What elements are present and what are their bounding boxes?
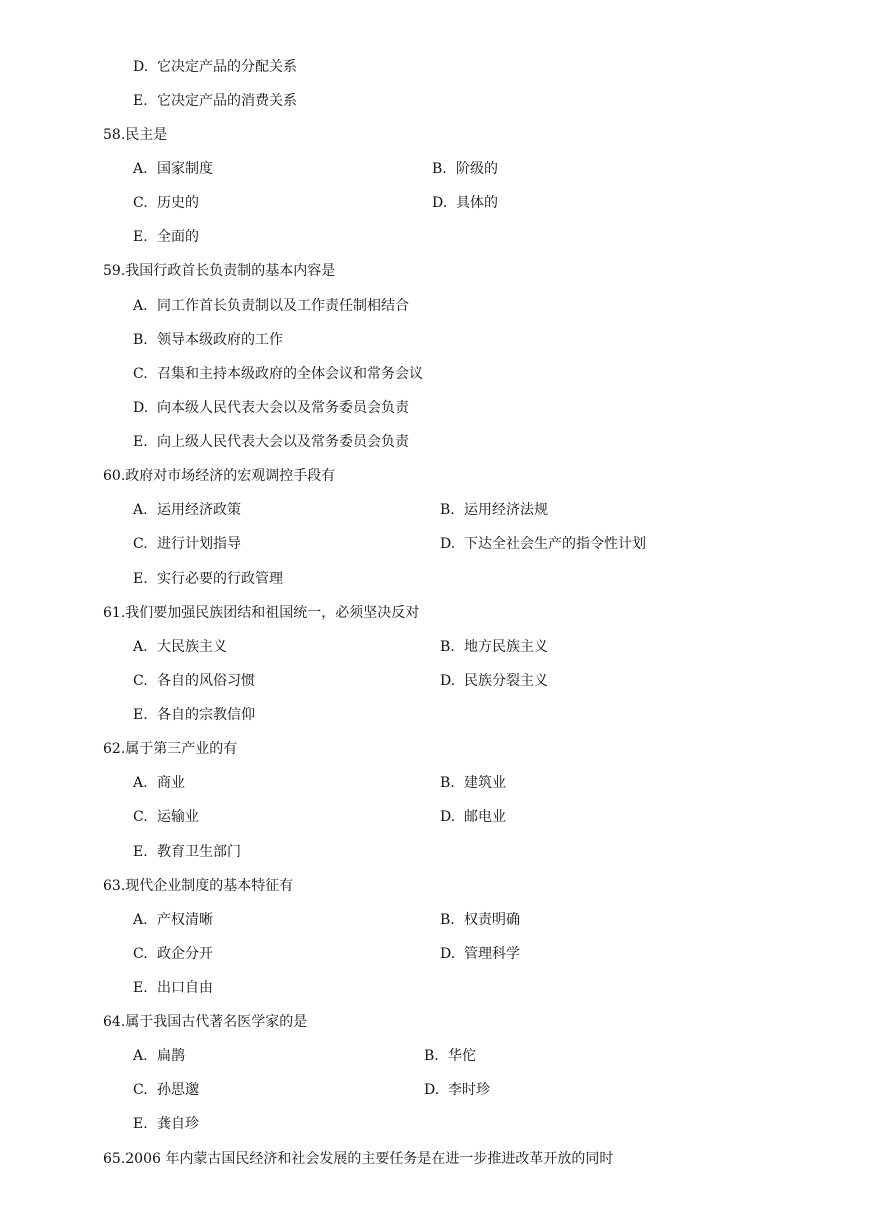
q59-stem: 59.我国行政首长负责制的基本内容是	[103, 263, 336, 279]
q58-option-c: C. 历史的	[133, 195, 199, 211]
q58-option-d: D. 具体的	[432, 195, 498, 211]
q58-option-b: B. 阶级的	[432, 161, 498, 177]
q62-stem: 62.属于第三产业的有	[103, 741, 238, 757]
q60-option-a: A. 运用经济政策	[133, 502, 241, 518]
q62-option-b: B. 建筑业	[440, 775, 506, 791]
q64-option-d: D. 李时珍	[424, 1082, 490, 1098]
q61-stem: 61.我们要加强民族团结和祖国统一，必须坚决反对	[103, 605, 420, 621]
q62-option-d: D. 邮电业	[440, 809, 506, 825]
q64-stem: 64.属于我国古代著名医学家的是	[103, 1014, 308, 1030]
q59-option-a: A. 同工作首长负责制以及工作责任制相结合	[133, 298, 409, 314]
q63-option-d: D. 管理科学	[440, 946, 520, 962]
q64-option-a: A. 扁鹊	[133, 1048, 185, 1064]
q58-stem: 58.民主是	[103, 127, 168, 143]
q61-option-b: B. 地方民族主义	[440, 639, 548, 655]
q63-option-c: C. 政企分开	[133, 946, 213, 962]
q64-option-c: C. 孙思邈	[133, 1082, 199, 1098]
q62-option-e: E. 教育卫生部门	[133, 844, 241, 860]
q62-option-c: C. 运输业	[133, 809, 199, 825]
q59-option-e: E. 向上级人民代表大会以及常务委员会负责	[133, 434, 409, 450]
q61-option-a: A. 大民族主义	[133, 639, 227, 655]
q59-option-d: D. 向本级人民代表大会以及常务委员会负责	[133, 400, 409, 416]
q63-option-b: B. 权责明确	[440, 912, 520, 928]
q57-option-e: E. 它决定产品的消费关系	[133, 93, 297, 109]
q60-stem: 60.政府对市场经济的宏观调控手段有	[103, 468, 336, 484]
q57-option-d: D. 它决定产品的分配关系	[133, 59, 297, 75]
q60-option-c: C. 进行计划指导	[133, 536, 241, 552]
q59-option-b: B. 领导本级政府的工作	[133, 332, 283, 348]
q58-option-a: A. 国家制度	[133, 161, 213, 177]
q63-option-e: E. 出口自由	[133, 980, 213, 996]
q60-option-e: E. 实行必要的行政管理	[133, 571, 283, 587]
q63-option-a: A. 产权清晰	[133, 912, 213, 928]
q62-option-a: A. 商业	[133, 775, 185, 791]
q59-option-c: C. 召集和主持本级政府的全体会议和常务会议	[133, 366, 423, 382]
q60-option-d: D. 下达全社会生产的指令性计划	[440, 536, 646, 552]
q58-option-e: E. 全面的	[133, 229, 199, 245]
q61-option-c: C. 各自的风俗习惯	[133, 673, 255, 689]
q64-option-b: B. 华佗	[424, 1048, 476, 1064]
q61-option-d: D. 民族分裂主义	[440, 673, 548, 689]
q61-option-e: E. 各自的宗教信仰	[133, 707, 255, 723]
q63-stem: 63.现代企业制度的基本特征有	[103, 878, 294, 894]
q64-option-e: E. 龚自珍	[133, 1116, 199, 1132]
q65-stem: 65.2006 年内蒙古国民经济和社会发展的主要任务是在进一步推进改革开放的同时	[103, 1151, 614, 1167]
q60-option-b: B. 运用经济法规	[440, 502, 548, 518]
